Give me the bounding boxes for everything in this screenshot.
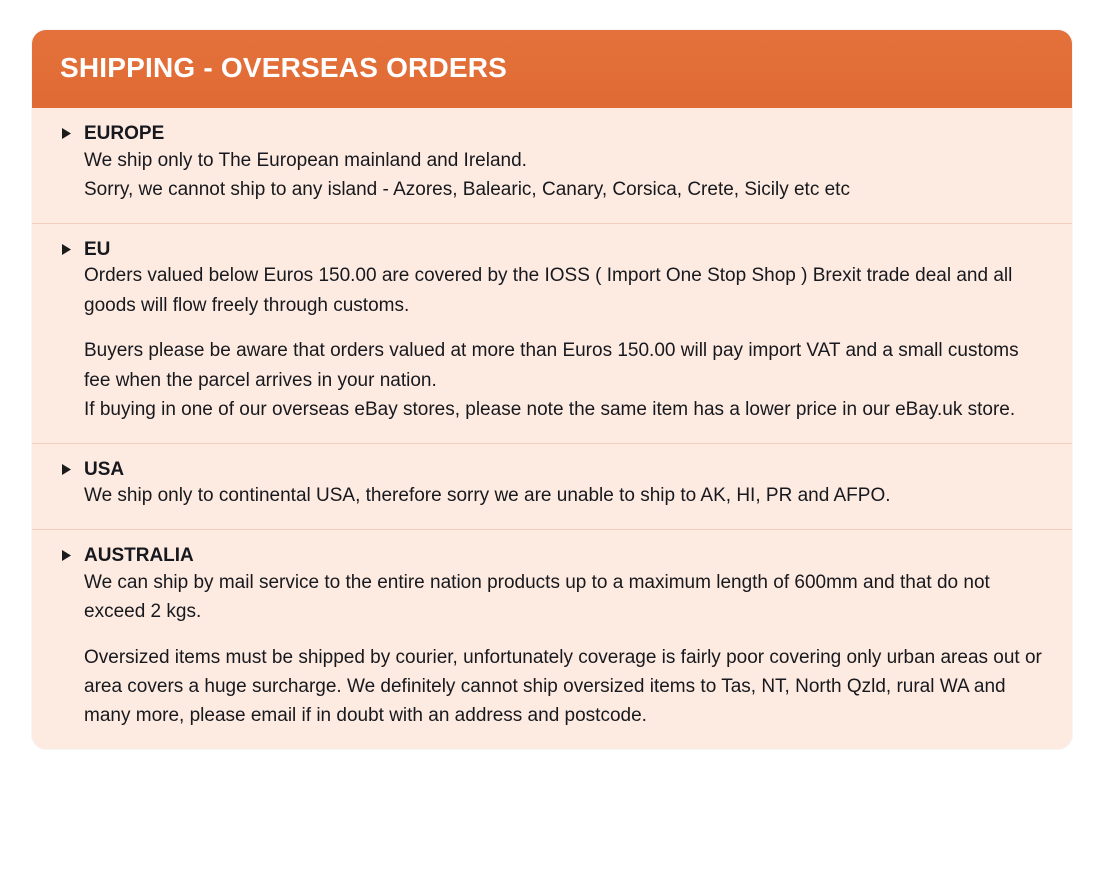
section-paragraph: Orders valued below Euros 150.00 are covered by the IOSS ( Import One Stop Shop ) Brexit trade deal and all goods will flow freely through customs. xyxy=(84,265,1013,316)
section-australia xyxy=(32,530,1072,749)
section-body xyxy=(62,261,1042,424)
section-usa xyxy=(32,444,1072,530)
section-body xyxy=(62,146,1042,205)
section-title-row xyxy=(62,458,1042,482)
card-header xyxy=(32,30,1072,108)
section-heading: EU xyxy=(84,238,111,260)
section-paragraph: Buyers please be aware that orders valued at more than Euros 150.00 will pay import VAT and a small customs fee when the parcel arrives in your nation. xyxy=(84,340,1019,391)
section-paragraph: We ship only to continental USA, therefore sorry we are unable to ship to AK, HI, PR and AFPO. xyxy=(84,485,891,507)
section-europe xyxy=(32,108,1072,224)
section-paragraph: We can ship by mail service to the entire nation products up to a maximum length of 600mm and that do not exceed 2 kgs. xyxy=(84,571,990,623)
triangle-right-icon xyxy=(62,464,74,475)
section-body xyxy=(62,481,1042,510)
triangle-right-icon xyxy=(62,550,74,561)
section-heading: AUSTRALIA xyxy=(84,544,194,566)
section-title-row xyxy=(62,238,1042,262)
section-paragraph: We ship only to The European mainland and Ireland. xyxy=(84,149,527,171)
section-body xyxy=(62,568,1042,731)
section-paragraph: If buying in one of our overseas eBay stores, please note the same item has a lower price in our eBay.uk store. xyxy=(84,399,1016,421)
section-heading: EUROPE xyxy=(84,123,165,144)
section-heading: USA xyxy=(84,458,125,480)
section-paragraph: Sorry, we cannot ship to any island - Azores, Balearic, Canary, Corsica, Crete, Sicily etc etc xyxy=(84,179,850,201)
section-eu xyxy=(32,224,1072,444)
page-title: SHIPPING - OVERSEAS ORDERS xyxy=(60,51,508,83)
shipping-info-card xyxy=(32,30,1072,749)
section-paragraph: Oversized items must be shipped by courier, unfortunately coverage is fairly poor covering only urban areas out or area covers a huge surcharge. We definitely cannot ship oversized items to Tas, NT, North Qzld, rural WA and many more, please email if in doubt with an address and postcode. xyxy=(84,646,1042,727)
triangle-right-icon xyxy=(62,128,74,139)
section-title-row xyxy=(62,544,1042,568)
section-title-row xyxy=(62,122,1042,146)
triangle-right-icon xyxy=(62,244,74,255)
